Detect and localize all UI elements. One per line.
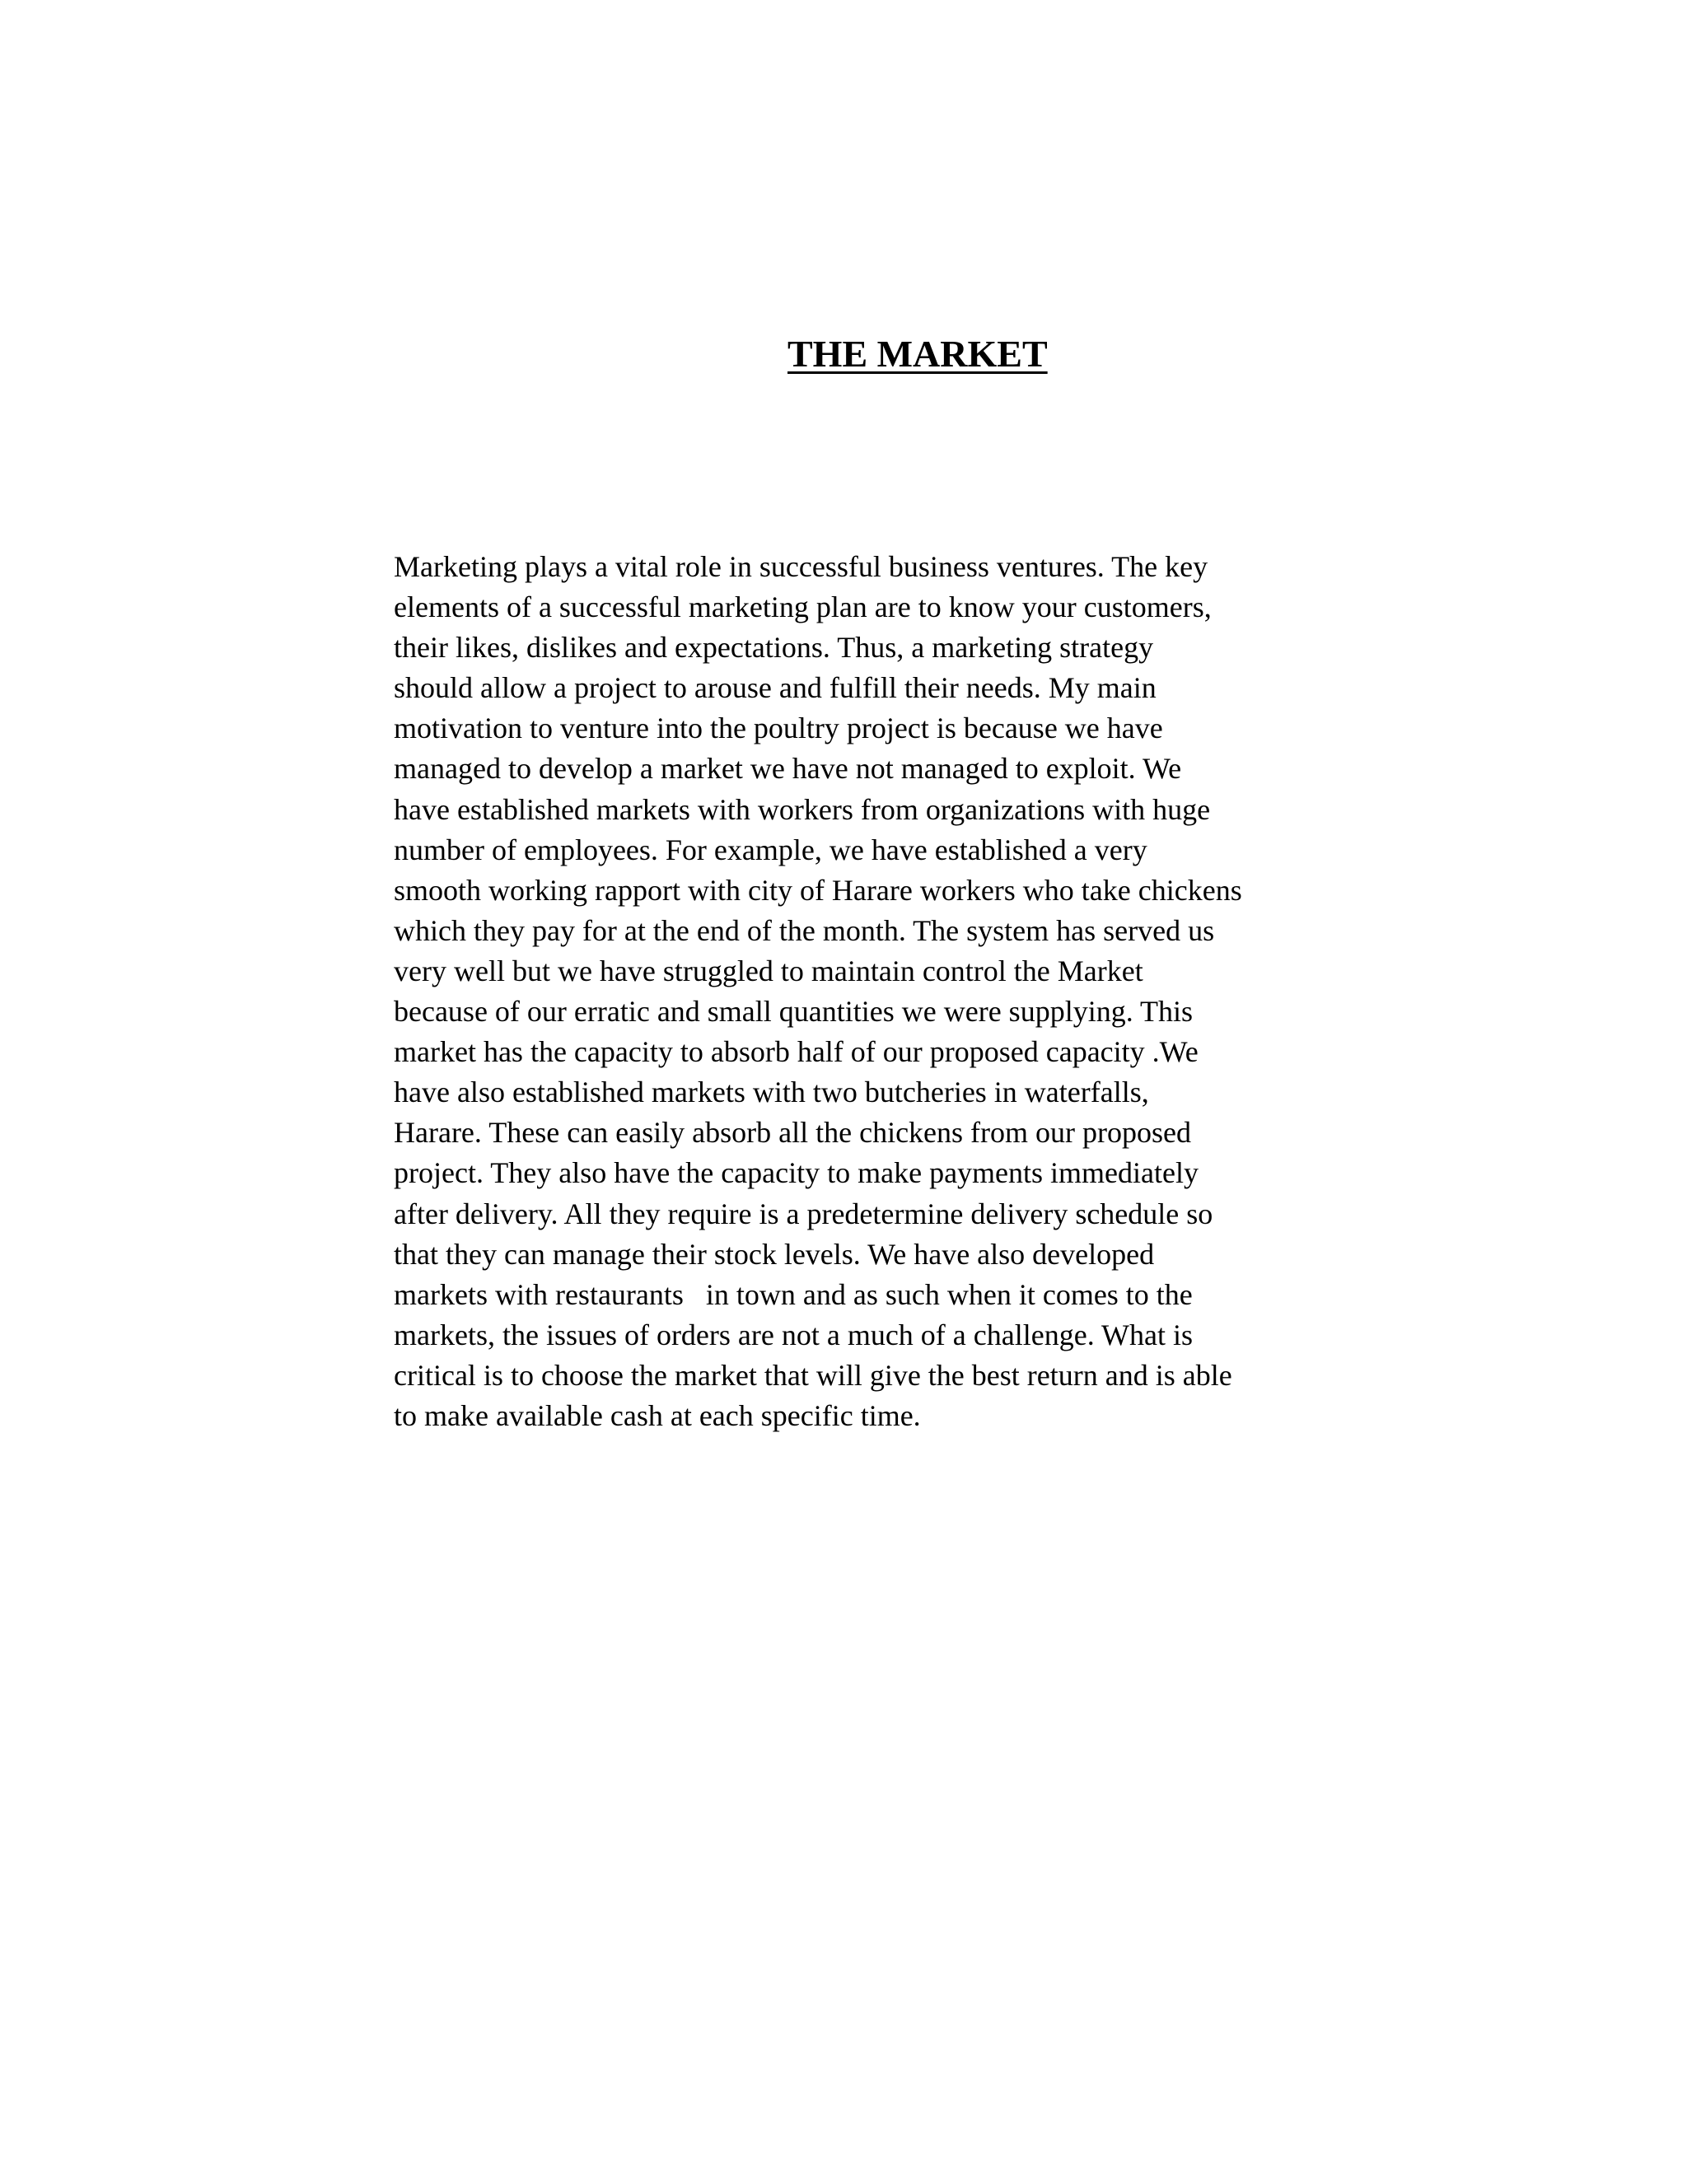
paragraph-line: their likes, dislikes and expectations. Thus, a marketing strategy: [394, 631, 1154, 665]
paragraph-line: markets with restaurants in town and as such when it comes to the: [394, 1277, 1193, 1311]
paragraph-line: Marketing plays a vital role in successful business ventures. The key: [394, 550, 1208, 583]
paragraph-line: very well but we have struggled to maintain control the Market: [394, 954, 1143, 987]
paragraph-line: number of employees. For example, we have established a very: [394, 833, 1147, 866]
paragraph-line: have also established markets with two butcheries in waterfalls,: [394, 1076, 1149, 1109]
paragraph-line: which they pay for at the end of the month. The system has served us: [394, 913, 1215, 947]
paragraph-line: because of our erratic and small quantities we were supplying. This: [394, 995, 1194, 1029]
paragraph-line: Harare. These can easily absorb all the chickens from our proposed: [394, 1116, 1191, 1150]
paragraph-line: elements of a successful marketing plan are to know your customers,: [394, 590, 1212, 624]
paragraph-line: have established markets with workers from organizations with huge: [394, 792, 1211, 826]
paragraph-line: after delivery. All they require is a predetermine delivery schedule so: [394, 1197, 1213, 1230]
paragraph-line: managed to develop a market we have not managed to exploit. We: [394, 752, 1182, 786]
paragraph-line: smooth working rapport with city of Harare workers who take chickens: [394, 873, 1242, 907]
paragraph-line: motivation to venture into the poultry project is because we have: [394, 712, 1163, 745]
paragraph-line: that they can manage their stock levels. We have also developed: [394, 1237, 1155, 1271]
paragraph-line: markets, the issues of orders are not a much of a challenge. What is: [394, 1318, 1194, 1351]
paragraph-line: should allow a project to arouse and fulfill their needs. My main: [394, 671, 1157, 705]
paragraph-line: project. They also have the capacity to make payments immediately: [394, 1156, 1199, 1190]
paragraph-line: critical is to choose the market that will give the best return and is able: [394, 1358, 1232, 1392]
paragraph-line: to make available cash at each specific time.: [394, 1398, 921, 1432]
paragraph-line: market has the capacity to absorb half of our proposed capacity .We: [394, 1035, 1199, 1069]
market-paragraph: [394, 547, 1267, 1436]
page-title: THE MARKET: [787, 333, 1048, 375]
